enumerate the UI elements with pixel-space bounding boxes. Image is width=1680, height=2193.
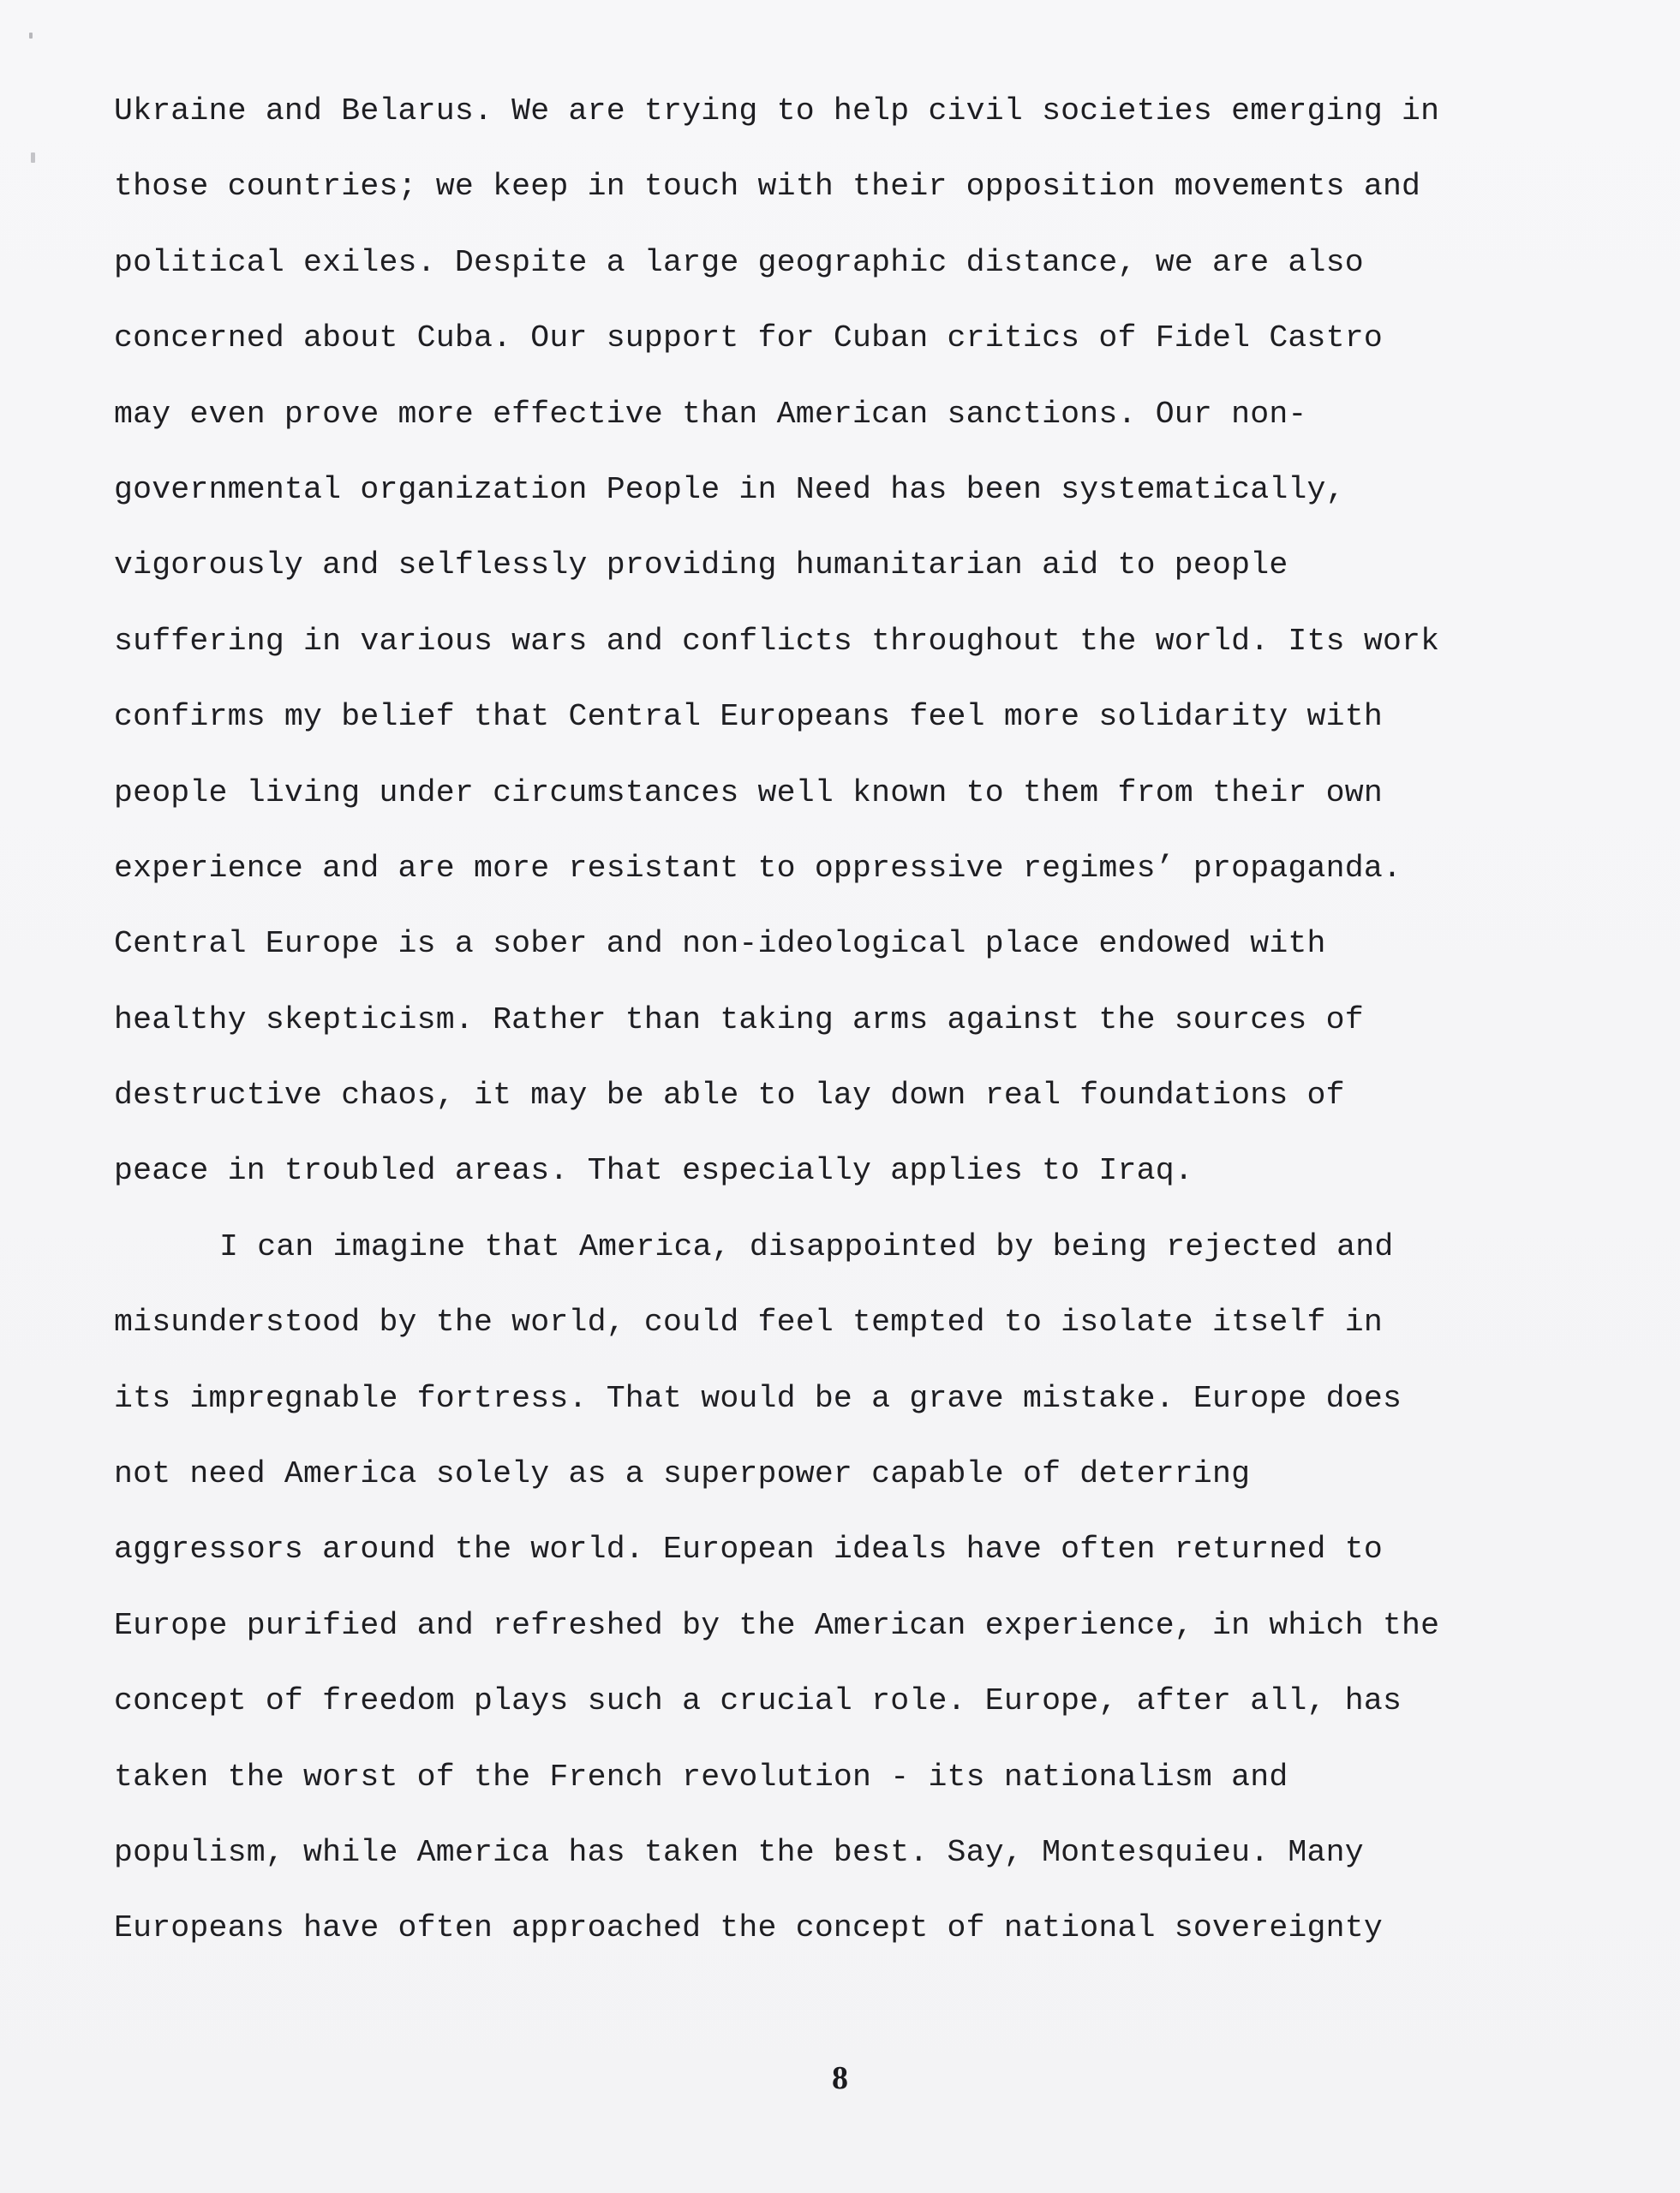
text-line: political exiles. Despite a large geographic distance, we are also [114,244,1364,280]
text-line: may even prove more effective than American sanctions. Our non- [114,396,1307,432]
text-line: populism, while America has taken the best. Say, Montesquieu. Many [114,1834,1364,1870]
text-line: healthy skepticism. Rather than taking arms against the sources of [114,1001,1364,1037]
text-line: not need America solely as a superpower capable of deterring [114,1456,1251,1492]
scan-mark [31,152,35,163]
paragraph-1 [114,84,1622,1220]
text-line: aggressors around the world. European ideals have often returned to [114,1532,1383,1568]
text-line: those countries; we keep in touch with their opposition movements and [114,169,1421,205]
text-line: peace in troubled areas. That especially applies to Iraq. [114,1153,1193,1189]
text-line: Central Europe is a sober and non-ideological place endowed with [114,926,1326,962]
text-line: Ukraine and Belarus. We are trying to help civil societies emerging in [114,93,1440,128]
body-text [114,84,1622,1977]
text-line: confirms my belief that Central Europeans feel more solidarity with [114,699,1383,735]
text-line: destructive chaos, it may be able to lay down real foundations of [114,1078,1345,1114]
text-line: suffering in various wars and conflicts throughout the world. Its work [114,623,1440,659]
text-line: Europeans have often approached the concept of national sovereignty [114,1910,1383,1946]
paragraph-2 [114,1220,1622,1977]
text-line: vigorously and selflessly providing humanitarian aid to people [114,547,1288,583]
text-line: concerned about Cuba. Our support for Cuban critics of Fidel Castro [114,320,1383,356]
text-line: I can imagine that America, disappointed by being rejected and [219,1228,1394,1264]
text-line: experience and are more resistant to oppressive regimes’ propaganda. [114,850,1402,886]
text-line: concept of freedom plays such a crucial role. Europe, after all, has [114,1683,1402,1719]
scan-mark [29,33,33,39]
text-line: its impregnable fortress. That would be a grave mistake. Europe does [114,1380,1402,1416]
page-number: 8 [832,2060,848,2096]
text-line: taken the worst of the French revolution - its nationalism and [114,1759,1288,1795]
text-line: Europe purified and refreshed by the American experience, in which the [114,1607,1440,1643]
text-line: people living under circumstances well known to them from their own [114,774,1383,810]
text-line: governmental organization People in Need has been systematically, [114,471,1345,507]
text-line: misunderstood by the world, could feel tempted to isolate itself in [114,1305,1383,1341]
